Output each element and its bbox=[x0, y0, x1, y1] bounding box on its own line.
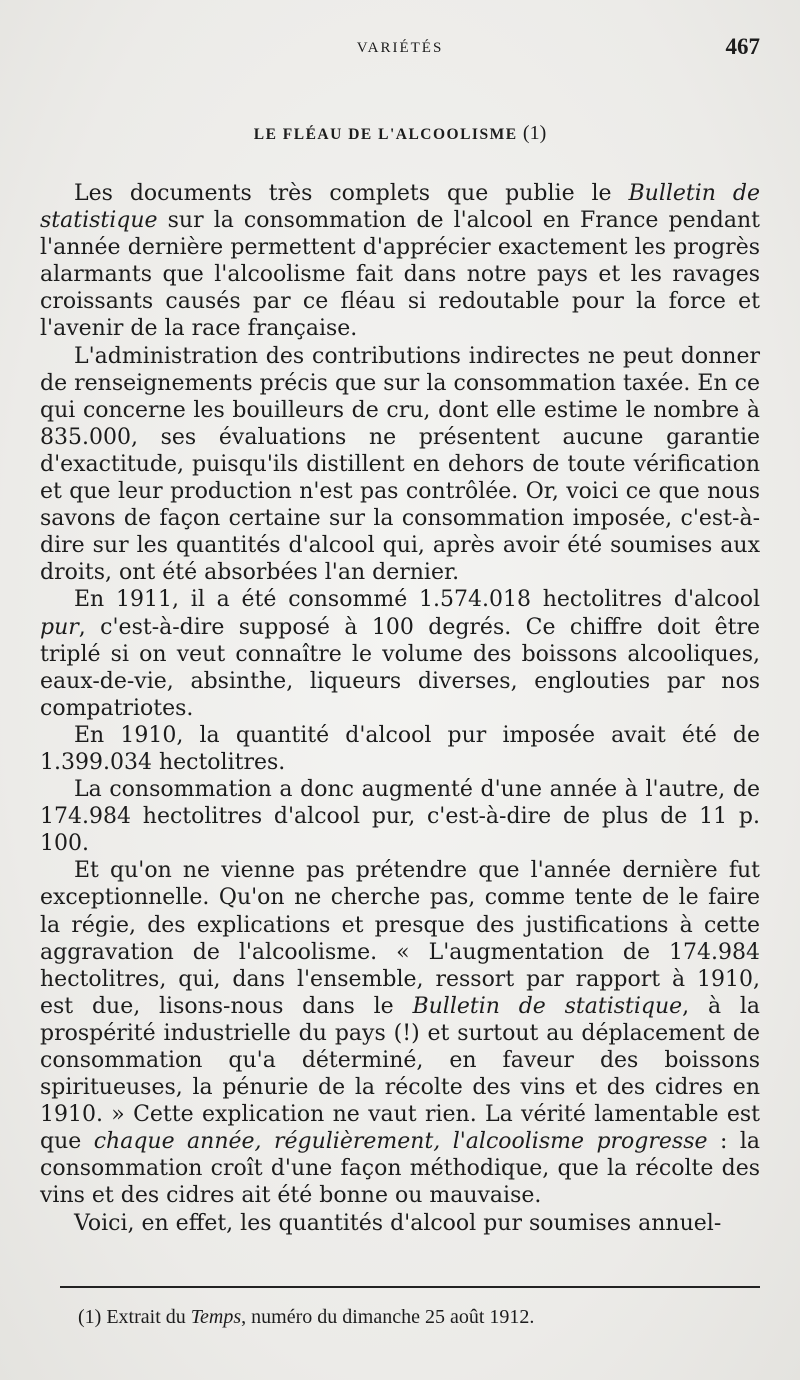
text-run: Voici, en effet, les quantités d'alcool pur soumises annuel- bbox=[74, 1210, 722, 1236]
footnote bbox=[78, 1306, 760, 1329]
text-run: En 1911, il a été consommé 1.574.018 hectolitres d'alcool bbox=[74, 587, 760, 613]
text-run: La consommation a donc augmenté d'une année à l'autre, de 174.984 hectolitres d'alcool pur, c'est-à-dire de plus de 11 p. 100. bbox=[40, 777, 760, 857]
paragraph bbox=[40, 1210, 760, 1237]
text-run: , à la prospérité industrielle du pays (!) et surtout au déplacement de consommation qu'a déterminé, en faveur des boissons spiritueuses, la pénurie de la récolte des vins et des cidres en 1910. » Cette explication ne vaut rien. La vérité lamentable est que bbox=[40, 993, 761, 1155]
paragraph bbox=[40, 586, 760, 721]
paragraph bbox=[40, 722, 760, 776]
italic-text: pur bbox=[40, 614, 79, 640]
footnote-rule bbox=[60, 1286, 760, 1288]
italic-text: Temps bbox=[190, 1306, 242, 1328]
page-number: 467 bbox=[725, 34, 760, 59]
text-run: L'administration des contributions indirectes ne peut donner de renseignements précis que sur la consommation taxée. En ce qui concerne les bouilleurs de cru, dont elle estime le nombre à 835.000, ses évaluations ne présentent aucune garantie d'exactitude, puisqu'ils distillent en dehors de toute vérification et que leur production n'est pas contrôlée. Or, voici ce que nous savons de façon certaine sur la consommation imposée, c'est-à-dire sur les quantités d'alcool qui, après avoir été soumises aux droits, ont été absorbées l'an dernier. bbox=[40, 343, 760, 586]
paragraph bbox=[40, 343, 760, 587]
text-run: (1) Extrait du bbox=[78, 1306, 191, 1328]
paragraph bbox=[40, 776, 760, 857]
text-run: , numéro du dimanche 25 août 1912. bbox=[241, 1306, 535, 1328]
article-title-text: LE FLÉAU DE L'ALCOOLISME bbox=[253, 126, 518, 143]
text-run: : la consommation croît d'une façon méthodique, que la récolte des vins et des cidres ait été bonne ou mauvaise. bbox=[40, 1129, 760, 1209]
article-body bbox=[40, 180, 760, 1237]
article-title bbox=[40, 122, 760, 145]
italic-text: Bulletin de statistique bbox=[40, 181, 760, 234]
running-title: VARIÉTÉS bbox=[356, 40, 444, 56]
italic-text: Bulletin de statistique bbox=[412, 993, 683, 1019]
text-run: sur la consommation de l'alcool en France pendant l'année dernière permettent d'apprécier exactement les progrès alarmants que l'alcoolisme fait dans notre pays et les ravages croissants causés par ce fléau si redoutable pour la force et l'avenir de la race française. bbox=[40, 208, 760, 342]
text-run: , c'est-à-dire supposé à 100 degrés. Ce chiffre doit être triplé si on veut connaître le volume des boissons alcooliques, eaux-de-vie, absinthe, liqueurs diverses, englouties par nos compatriotes. bbox=[40, 614, 760, 721]
running-head bbox=[40, 34, 760, 64]
text-run: Les documents très complets que publie le bbox=[74, 181, 629, 206]
paragraph bbox=[40, 857, 760, 1209]
footnote-reference: (1) bbox=[522, 122, 547, 144]
italic-text: chaque année, régulièrement, l'alcoolisme progresse bbox=[93, 1129, 708, 1155]
text-run: Et qu'on ne vienne pas prétendre que l'année dernière fut exceptionnelle. Qu'on ne cherche pas, comme tente de le faire la régie, des explications et presque des justifications à cette aggravation de l'alcoolisme. « L'augmentation de 174.984 hectolitres, qui, dans l'ensemble, ressort par rapport à 1910, est due, lisons-nous dans le bbox=[40, 858, 760, 1019]
text-run: En 1910, la quantité d'alcool pur imposée avait été de 1.399.034 hectolitres. bbox=[40, 722, 760, 775]
paragraph bbox=[40, 180, 760, 343]
